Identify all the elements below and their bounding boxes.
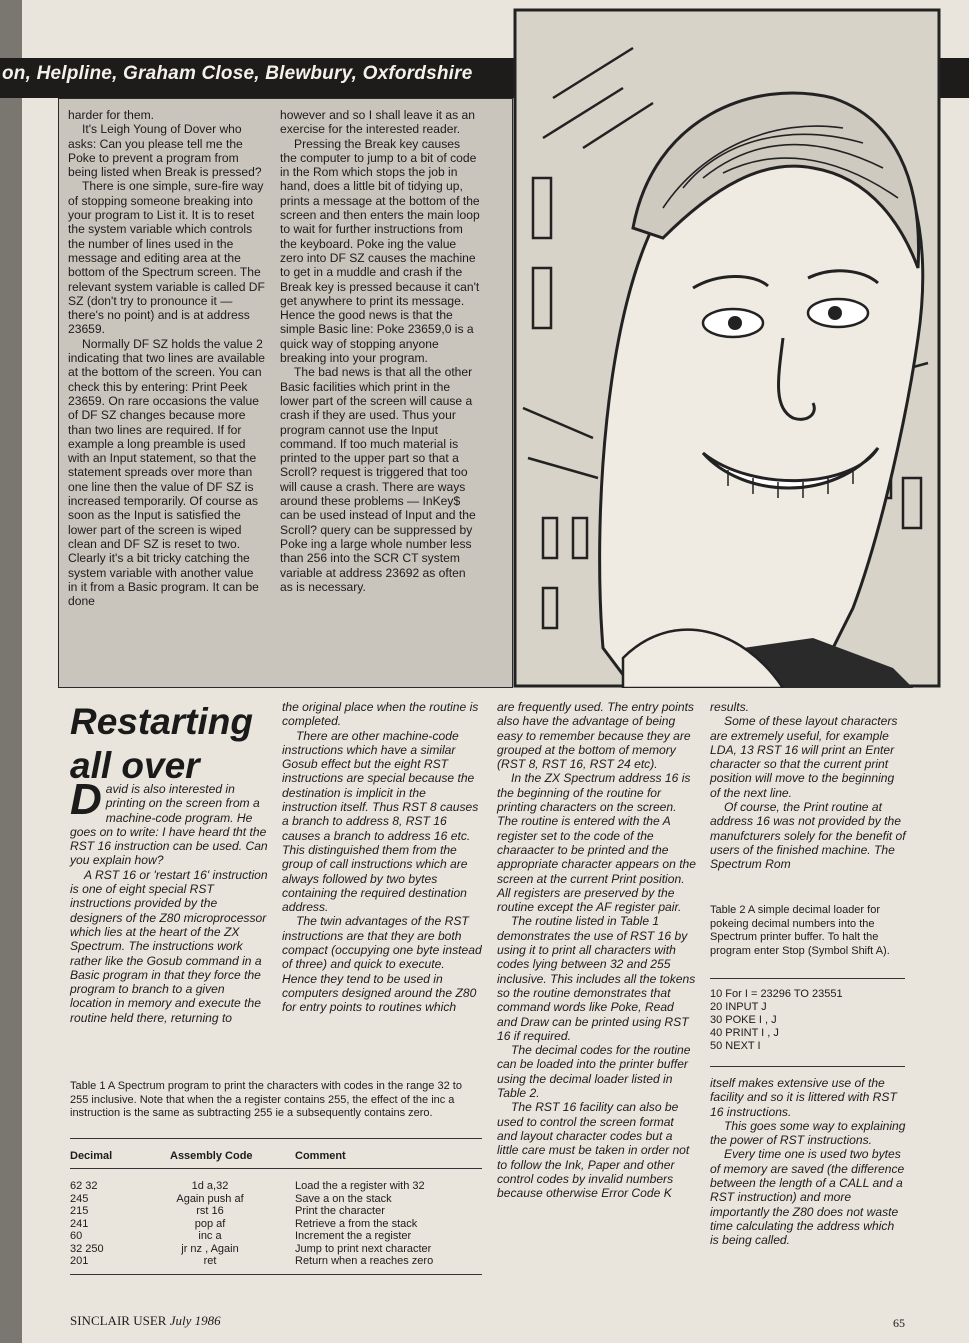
footer-issue: July 1986 xyxy=(169,1313,221,1328)
paragraph: however and so I shall leave it as an exercise for the interested reader. xyxy=(280,108,475,137)
decimal-cell: 32 250 xyxy=(70,1242,104,1255)
table-row xyxy=(70,1193,490,1206)
table-row xyxy=(70,1230,490,1243)
box-column-1 xyxy=(68,108,266,608)
article-column-3 xyxy=(497,700,697,1200)
article-column-4b xyxy=(710,1076,906,1248)
paragraph: The routine listed in Table 1 demonstrates the use of RST 16 by using it to print all characters with codes lying between 32 and 255 inclusive. This includes all the tokens so the routine demonstrates that command words like Poke, Read and Draw can be printed using RST 16 if required. xyxy=(497,914,696,1043)
assembly-cell: rst 16 xyxy=(196,1205,224,1217)
portrait-illustration xyxy=(513,8,941,688)
comment-cell: Print the character xyxy=(295,1205,385,1217)
table2-code: 10 For I = 23296 TO 23551 20 INPUT J 30 POKE I , J 40 PRINT I , J 50 NEXT I xyxy=(710,988,843,1052)
paragraph: A RST 16 or 'restart 16' instruction is one of eight special RST instructions provided by the designers of the Z80 microprocessor which lies at the heart of the ZX Spectrum. The instructions work rather like the Gosub command in a Basic program in that they force the program to branch to a given location in memory and execute the routine held there, returning to xyxy=(70,867,268,1025)
headline-line-1: Restarting xyxy=(70,701,253,742)
table2-caption: Table 2 A simple decimal loader for pokeing decimal numbers into the Spectrum printer buffer. To halt the program enter Stop (Symbol Shift A). xyxy=(710,904,890,957)
divider xyxy=(70,1138,482,1139)
paragraph: Every time one is used two bytes of memory are saved (the difference between the length of a CALL and a RST instruction) and more importantly the Z80 does not waste time calculating the address which is being called. xyxy=(710,1147,905,1248)
paragraph: Of course, the Print routine at address 16 was not provided by the manufcturers solely for the benefit of users of the finished machine. The Spectrum Rom xyxy=(710,800,906,872)
assembly-cell: jr nz , Again xyxy=(181,1242,239,1255)
paragraph: There are other machine-code instructions which have a similar Gosub effect but the eight RST instructions are special because the destination is implicit in the instruction itself. Thus RST 8 causes a branch to address 8, RST 16 causes a branch to address 16 etc. This distinguished them from the group of call instructions which are always followed by two bytes containing the required destination address. xyxy=(282,728,479,915)
comment-cell: Load the a register with 32 xyxy=(295,1180,425,1192)
article-column-1 xyxy=(70,775,268,1025)
paragraph: Normally DF SZ holds the value 2 indicating that two lines are available at the bottom of the screen. You can check this by entering: Print Peek 23659. On rare occasions the value of DF SZ changes because more than two lines are required. If for example a long preamble is used with an Input statement, so that the statement spreads over more than one line then the value of DF SZ is increased temporarily. Of course as soon as the Input is satisfied the lower part of the screen is wiped clean and DF SZ is reset to two. Clearly it's a bit tricky catching the system variable with another value in it from a Basic program. It can be done xyxy=(68,336,265,609)
paragraph: The twin advantages of the RST instructions are that they are both compact (occupying one byte instead of three) and quick to execute. Hence they tend to be used in computers designed around the Z80 for entry points to routines which xyxy=(282,914,482,1015)
comment-cell: Retrieve a from the stack xyxy=(295,1217,418,1230)
article-column-4a xyxy=(710,700,906,872)
decimal-cell: 201 xyxy=(70,1255,89,1267)
decimal-cell: 60 xyxy=(70,1230,83,1242)
paragraph: It's Leigh Young of Dover who asks: Can you please tell me the Poke to prevent a program from being listed when Break is pressed? xyxy=(68,122,262,180)
divider xyxy=(70,1168,482,1169)
paragraph: The RST 16 facility can also be used to control the screen format and layout character codes but a little care must be taken in order not to follow the Ink, Paper and other control codes by invalid numbers because otherwise Error Code K xyxy=(497,1100,690,1201)
table-row xyxy=(70,1218,490,1231)
paragraph: There is one simple, sure-fire way of stopping someone breaking into your program to List it. It is to reset the system variable which controls the number of lines used in the message and editing area at the bottom of the Spectrum screen. The relevant system variable is called DF SZ (don't try to pronounce it — there's no point) and is at address 23659. xyxy=(68,179,265,337)
paragraph: results. xyxy=(710,700,749,714)
page-gutter xyxy=(0,0,22,1343)
table-row xyxy=(70,1205,490,1218)
paragraph: In the ZX Spectrum address 16 is the beginning of the routine for printing characters on the screen. The routine is entered with the A register set to the code of the charaacter to be printed and the appropriate character appears on the screen at the current Print position. All registers are preserved by the routine except the AF register pair. xyxy=(497,771,697,915)
assembly-cell: Again push af xyxy=(176,1192,244,1205)
divider xyxy=(710,978,905,979)
decimal-cell: 215 xyxy=(70,1205,89,1217)
assembly-cell: pop af xyxy=(194,1217,226,1230)
table-row xyxy=(70,1180,490,1193)
box-column-2 xyxy=(280,108,480,594)
banner-address: on, Helpline, Graham Close, Blewbury, Oxfordshire xyxy=(2,63,473,84)
paragraph: This goes some way to explaining the power of RST instructions. xyxy=(710,1118,906,1148)
paragraph: The decimal codes for the routine can be loaded into the printer buffer using the decimal loader listed in Table 2. xyxy=(497,1043,691,1101)
table-row xyxy=(70,1255,490,1268)
paragraph: David is also interested in printing on the screen from a machine-code program. He goes on to write: I have heard tht the RST 16 instruction can be used. Can you explain how? xyxy=(70,775,268,868)
paragraph: Pressing the Break key causes the computer to jump to a bit of code in the Rom which stops the job in hand, does a little bit of tidying up, prints a message at the bottom of the screen and then enters the main loop to wait for further instructions from the keyboard. Poke ing the value zero into DF SZ causes the machine to get in a muddle and crash if the Break key is pressed because it can't get anywhere to print its message. Hence the good news is that the simple Basic line: Poke 23659,0 is a quick way of stopping anyone breaking into your program. xyxy=(280,136,480,366)
assembly-cell: inc a xyxy=(198,1230,222,1242)
divider xyxy=(710,1066,905,1067)
decimal-cell: 241 xyxy=(70,1217,89,1230)
assembly-cell: ret xyxy=(203,1255,217,1267)
drop-cap: D xyxy=(70,775,102,824)
paragraph: the original place when the routine is completed. xyxy=(282,700,479,729)
comment-cell: Increment the a register xyxy=(295,1230,412,1242)
table1-header-assembly: Assembly Code xyxy=(170,1150,253,1162)
table1-caption: Table 1 A Spectrum program to print the characters with codes in the range 32 to 255 inclusive. Note that when the a register contains 255, the effect of the inc a instruction is the same as subtracting 255 ie a subsequently contains zero. xyxy=(70,1080,462,1119)
comment-cell: Save a on the stack xyxy=(295,1192,392,1205)
table1-header-decimal: Decimal xyxy=(70,1150,113,1162)
paragraph: are frequently used. The entry points also have the advantage of being easy to remember because they are grouped at the bottom of memory (RST 8, RST 16, RST 24 etc). xyxy=(497,700,694,772)
article-column-2 xyxy=(282,700,482,1015)
decimal-cell: 245 xyxy=(70,1192,89,1205)
paragraph: harder for them. xyxy=(68,108,155,122)
comment-cell: Return when a reaches zero xyxy=(295,1255,434,1267)
paragraph: Some of these layout characters are extremely useful, for example LDA, 13 RST 16 will print an Enter character so that the current print position will move to the beginning of the next line. xyxy=(710,714,898,800)
page-number: 65 xyxy=(893,1316,905,1330)
decimal-cell: 62 32 xyxy=(70,1180,98,1192)
footer-magazine: SINCLAIR USER July 1986 xyxy=(70,1313,221,1328)
comment-cell: Jump to print next character xyxy=(295,1242,432,1255)
table-row xyxy=(70,1243,490,1256)
headline-line-2: all over xyxy=(70,745,200,786)
assembly-cell: 1d a,32 xyxy=(191,1180,229,1192)
divider xyxy=(70,1274,482,1275)
paragraph: The bad news is that all the other Basic facilities which print in the lower part of the screen will cause a crash if they are used. Thus your program cannot use the Input command. If too much material is printed to the upper part so that a Scroll? request is triggered that too will cause a crash. There are ways around these problems — InKey$ can be used instead of Input and the Scroll? query can be suppressed by Poke ing a large whole number less than 256 into the SCR CT system variable at address 23692 as often as is necessary. xyxy=(280,365,476,594)
paragraph: itself makes extensive use of the facility and so it is littered with RST 16 instructions. xyxy=(710,1076,897,1119)
table1-header-comment: Comment xyxy=(295,1150,346,1162)
